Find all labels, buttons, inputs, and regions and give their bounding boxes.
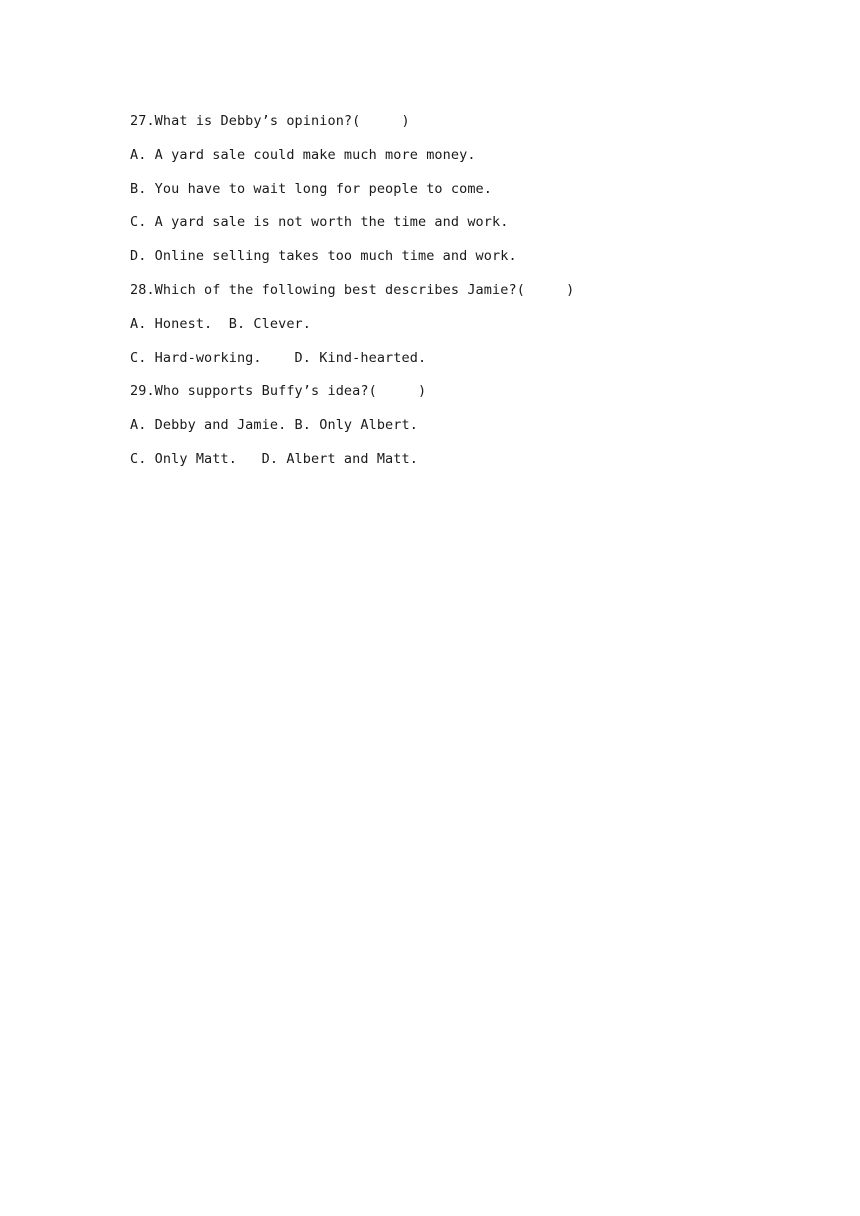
question-27-stem: 27.What is Debby’s opinion?( ) (130, 113, 410, 129)
question-27-option-d: D. Online selling takes too much time and work. (130, 248, 517, 265)
question-29-stem: 29.Who supports Buffy’s idea?( ) (130, 383, 427, 400)
question-27-option-b: B. You have to wait long for people to come. (130, 180, 493, 197)
question-28-options-ab: A. Honest. B. Clever. (130, 315, 312, 332)
question-28-options-cd: C. Hard-working. D. Kind-hearted. (130, 349, 427, 366)
question-27-option-a: A. A yard sale could make much more money. (130, 146, 476, 163)
question-28-stem: 28.Which of the following best describes Jamie?( ) (130, 281, 575, 298)
question-29-options-ab: A. Debby and Jamie. B. Only Albert. (130, 417, 418, 434)
question-29-options-cd: C. Only Matt. D. Albert and Matt. (130, 450, 418, 467)
question-27-option-c: C. A yard sale is not worth the time and work. (130, 214, 509, 231)
question-list (130, 110, 780, 482)
